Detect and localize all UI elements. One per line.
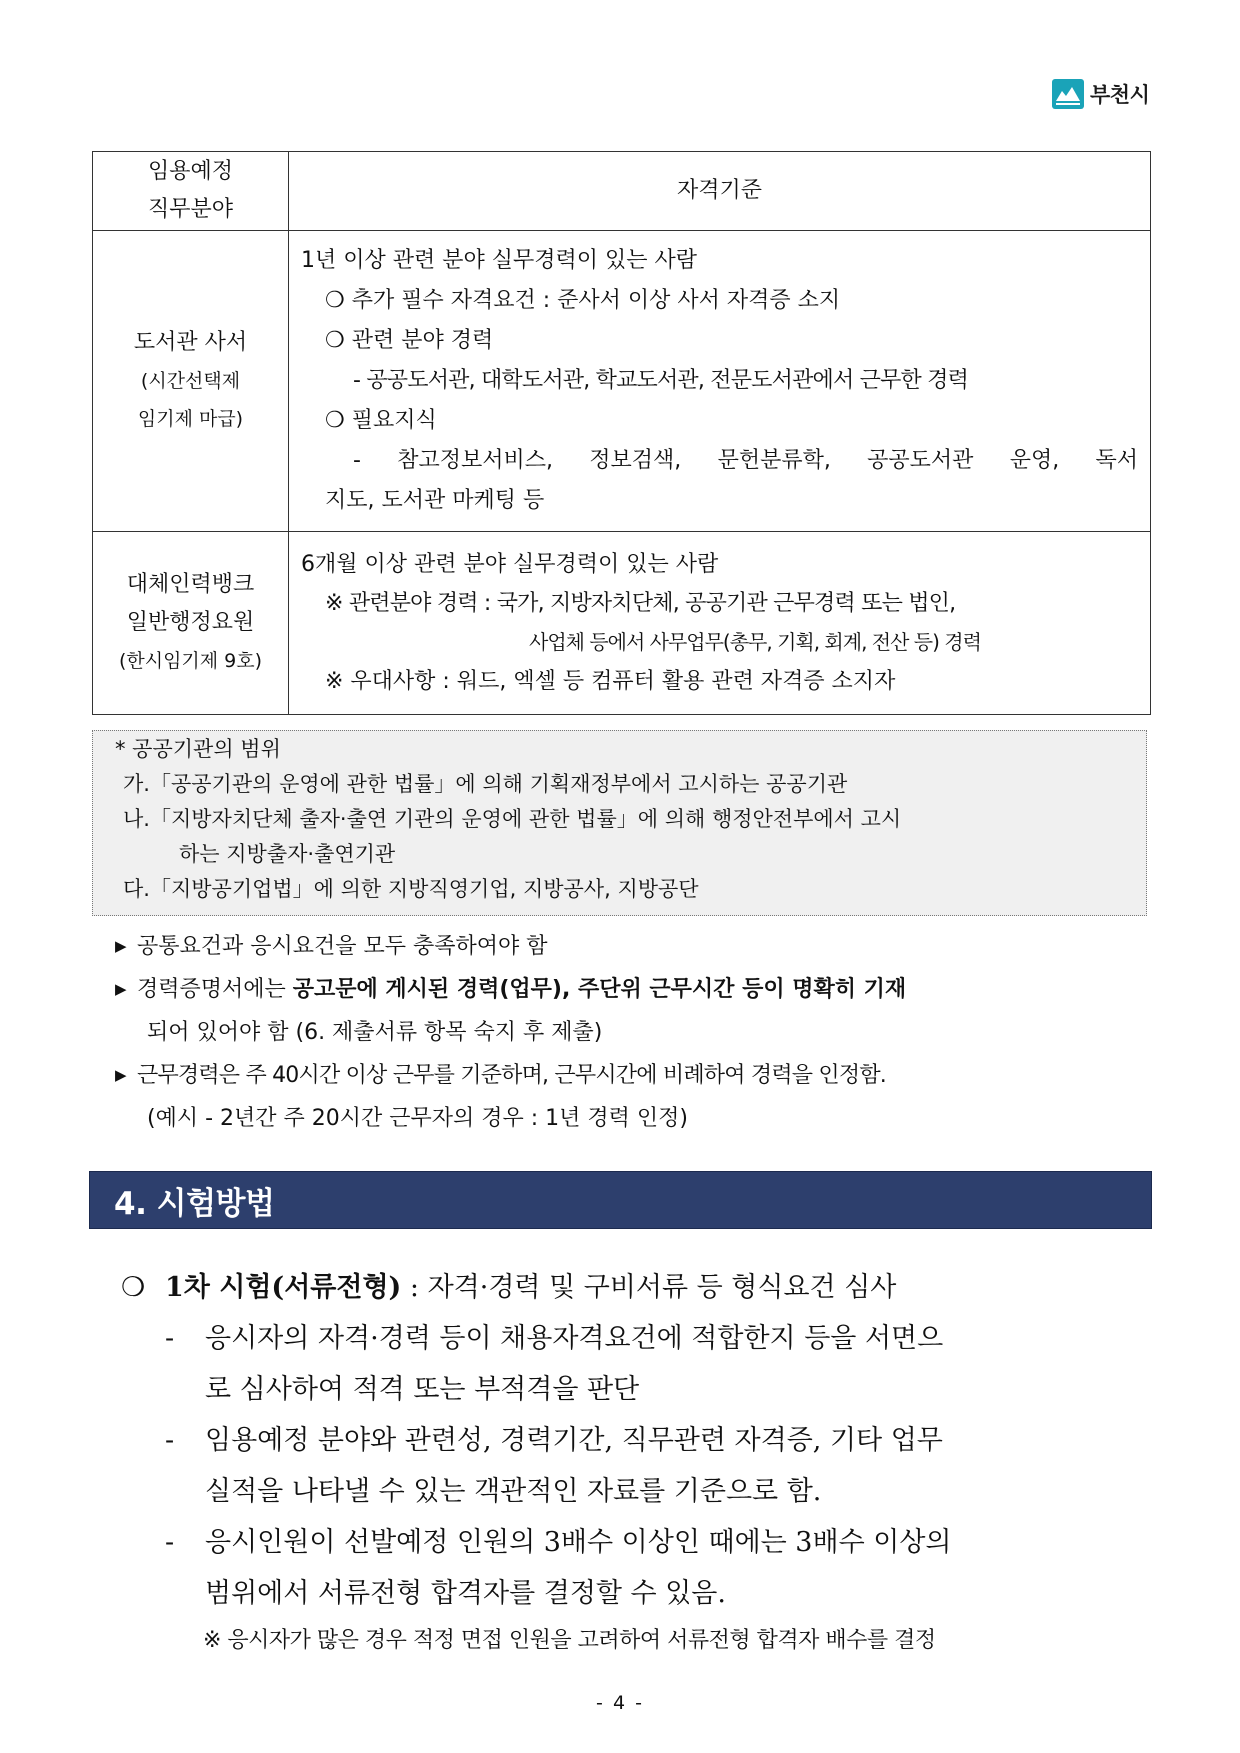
criteria-line: ❍ 관련 분야 경력 — [325, 328, 494, 353]
col-header-field-line2: 직무분야 — [147, 197, 233, 222]
criteria-line: 지도, 도서관 마케팅 등 — [325, 488, 545, 513]
col-header-field-line1: 임용예정 — [147, 159, 233, 184]
col-header-field — [93, 152, 289, 231]
bucheon-logo-icon — [1052, 79, 1084, 109]
exam-detail-continuation: 실적을 나타낼 수 있는 객관적인 자료를 기준으로 함. — [205, 1476, 822, 1507]
criteria-line: 6개월 이상 관련 분야 실무경력이 있는 사람 — [301, 552, 719, 577]
field-name: 일반행정요원 — [126, 610, 255, 635]
field-name: 대체인력뱅크 — [126, 572, 255, 597]
field-sub: (시간선택제 — [140, 370, 241, 392]
section-title: 4. 시험방법 — [114, 1185, 275, 1222]
bullet-item — [115, 1054, 1155, 1097]
note-item: 나.「지방자치단체 출자·출연 기관의 운영에 관한 법률」에 의해 행정안전부에서 고시 — [123, 807, 902, 831]
bullet-item — [115, 968, 1155, 1011]
criteria-cell — [289, 231, 1151, 532]
dash-bullet: - — [165, 1323, 175, 1354]
qualification-table — [92, 151, 1151, 715]
field-cell — [93, 231, 289, 532]
bullet-text: 공통요건과 응시요건을 모두 충족하여야 함 — [137, 934, 548, 959]
table-row — [93, 231, 1151, 532]
exam-detail — [121, 1313, 1153, 1364]
exam-detail — [121, 1517, 1153, 1568]
criteria-line: ※ 우대사항 : 워드, 엑셀 등 컴퓨터 활용 관련 자격증 소지자 — [325, 669, 896, 694]
exam-detail-text: 임용예정 분야와 관련성, 경력기간, 직무관련 자격증, 기타 업무 — [205, 1425, 943, 1456]
criteria-line: ※ 관련분야 경력 : 국가, 지방자치단체, 공공기관 근무경력 또는 법인, — [325, 591, 956, 616]
public-institution-note — [92, 730, 1147, 916]
bullet-text: 경력증명서에는 — [137, 977, 293, 1002]
field-cell — [93, 532, 289, 715]
triangle-bullet-icon: ▶ — [115, 1066, 127, 1084]
field-sub: 임기제 마급) — [137, 408, 244, 430]
exam-detail — [121, 1415, 1153, 1466]
circle-bullet-icon: ❍ — [121, 1272, 146, 1303]
criteria-line: 1년 이상 관련 분야 실무경력이 있는 사람 — [301, 248, 697, 273]
triangle-bullet-icon: ▶ — [115, 980, 127, 998]
criteria-line: - 참고정보서비스, 정보검색, 문헌분류학, 공공도서관 운영, 독서 — [353, 448, 1138, 473]
bullet-text: 근무경력은 주 40시간 이상 근무를 기준하며, 근무시간에 비례하여 경력을 인정함. — [137, 1063, 886, 1088]
criteria-line: - 공공도서관, 대학도서관, 학교도서관, 전문도서관에서 근무한 경력 — [353, 368, 969, 393]
criteria-cell — [289, 532, 1151, 715]
col-header-criteria: 자격기준 — [289, 152, 1151, 231]
bullet-item — [115, 925, 1155, 968]
dash-bullet: - — [165, 1527, 175, 1558]
exam-item — [121, 1262, 1153, 1313]
exam-detail-text: 응시인원이 선발예정 인원의 3배수 이상인 때에는 3배수 이상의 — [205, 1527, 952, 1558]
criteria-line: 사업체 등에서 사무업무(총무, 기획, 회계, 전산 등) 경력 — [529, 630, 981, 654]
table-header-row — [93, 152, 1151, 231]
criteria-line: ❍ 필요지식 — [325, 408, 437, 433]
exam-item-title: 1차 시험(서류전형) — [165, 1272, 402, 1303]
dash-bullet: - — [165, 1425, 175, 1456]
exam-method-body — [121, 1262, 1153, 1663]
exam-reference-note: ※ 응시자가 많은 경우 적정 면접 인원을 고려하여 서류전형 합격자 배수를 결정 — [203, 1628, 936, 1653]
criteria-line: ❍ 추가 필수 자격요건 : 준사서 이상 사서 자격증 소지 — [325, 288, 841, 313]
triangle-bullet-icon: ▶ — [115, 937, 127, 955]
city-logo — [1052, 78, 1149, 110]
table-row — [93, 532, 1151, 715]
note-item: 가.「공공기관의 운영에 관한 법률」에 의해 기획재정부에서 고시하는 공공기관 — [123, 772, 848, 796]
exam-detail-continuation: 로 심사하여 적격 또는 부적격을 판단 — [205, 1374, 640, 1405]
field-sub: (한시임기제 9호) — [118, 650, 263, 672]
exam-detail-text: 응시자의 자격·경력 등이 채용자격요건에 적합한지 등을 서면으 — [205, 1323, 944, 1354]
bullet-continuation: (예시 - 2년간 주 20시간 근무자의 경우 : 1년 경력 인정) — [147, 1106, 688, 1131]
section-header — [89, 1171, 1152, 1229]
logo-text: 부천시 — [1090, 83, 1150, 107]
requirement-bullets — [115, 925, 1155, 1140]
note-item: 하는 지방출자·출연기관 — [179, 842, 396, 866]
bullet-continuation: 되어 있어야 함 (6. 제출서류 항목 숙지 후 제출) — [147, 1020, 603, 1045]
note-item: 다.「지방공기업법」에 의한 지방직영기업, 지방공사, 지방공단 — [123, 877, 699, 901]
bullet-text-bold: 공고문에 게시된 경력(업무), 주단위 근무시간 등이 명확히 기재 — [292, 977, 907, 1002]
exam-detail-continuation: 범위에서 서류전형 합격자를 결정할 수 있음. — [205, 1578, 726, 1609]
field-name: 도서관 사서 — [133, 330, 248, 355]
page-number: - 4 - — [596, 1692, 644, 1714]
exam-item-desc: : 자격·경력 및 구비서류 등 형식요건 심사 — [401, 1272, 897, 1303]
note-title: * 공공기관의 범위 — [115, 737, 281, 761]
